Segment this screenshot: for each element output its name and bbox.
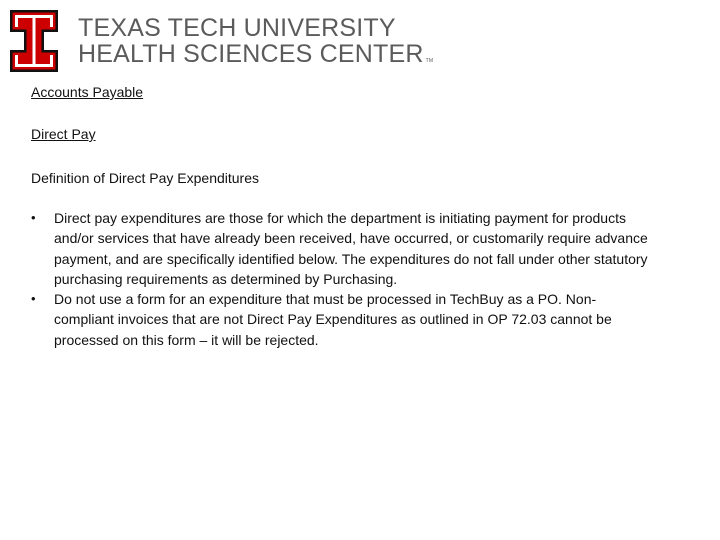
bullet-icon: •	[31, 210, 36, 225]
organization-name-line1: TEXAS TECH UNIVERSITY	[78, 14, 396, 42]
definition-list	[31, 208, 651, 350]
accounts-payable-heading	[31, 82, 671, 102]
double-t-logo-icon	[10, 10, 58, 72]
organization-name-line2-wrapper	[78, 42, 433, 74]
organization-name-line2: HEALTH SCIENCES CENTER	[78, 40, 424, 68]
organization-name	[78, 16, 433, 74]
direct-pay-heading	[31, 124, 671, 144]
trademark-mark: TM	[425, 58, 434, 64]
definition-title: Definition of Direct Pay Expenditures	[31, 170, 259, 186]
list-item	[31, 289, 651, 350]
main-content	[31, 82, 671, 350]
list-item-text: Do not use a form for an expenditure that must be processed in TechBuy as a PO. Non-compliant invoices that are not Direct Pay Expenditures as outlined in OP 72.03 cannot be processed on this form – it will be rejected.	[54, 291, 612, 348]
list-item	[31, 208, 651, 289]
bullet-icon: •	[31, 291, 36, 307]
direct-pay-link[interactable]: Direct Pay	[31, 126, 96, 142]
header	[10, 10, 710, 72]
list-item-text: Direct pay expenditures are those for which the department is initiating payment for products and/or services that have already been received, have occurred, or customarily require advance payment, and are specifically identified below. The expenditures do not fall under other statutory purchasing requirements as determined by Purchasing.	[54, 210, 648, 287]
accounts-payable-link[interactable]: Accounts Payable	[31, 84, 144, 100]
